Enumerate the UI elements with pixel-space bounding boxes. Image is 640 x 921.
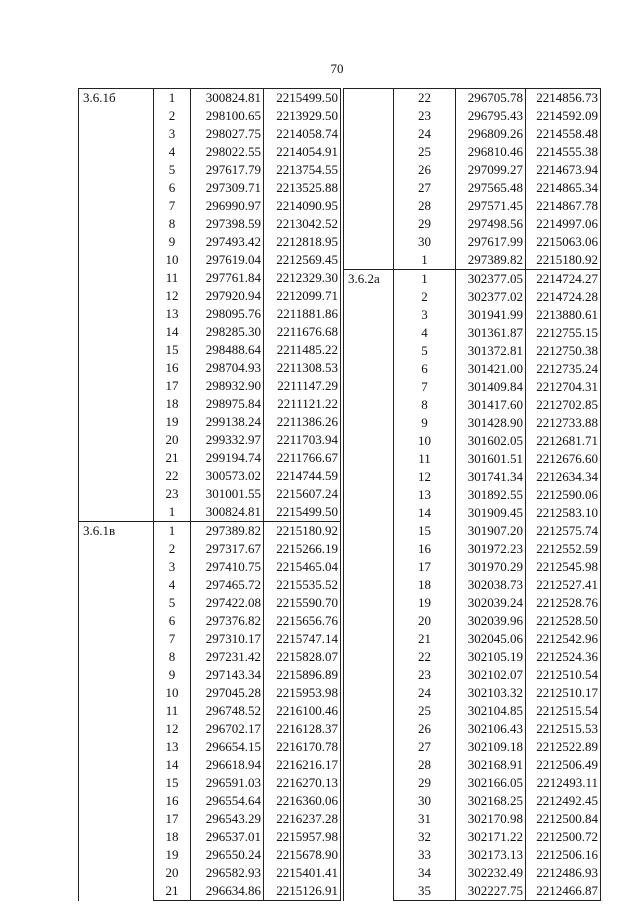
x-coordinate: 297099.27 — [456, 161, 526, 179]
y-coordinate: 2216360.06 — [264, 792, 341, 810]
y-coordinate: 2213880.61 — [526, 306, 601, 324]
x-coordinate: 301421.00 — [456, 360, 526, 378]
y-coordinate: 2215656.76 — [264, 612, 341, 630]
coordinates-table-left — [78, 88, 341, 901]
y-coordinate: 2215896.89 — [264, 666, 341, 684]
y-coordinate: 2212735.24 — [526, 360, 601, 378]
point-number: 11 — [154, 702, 191, 720]
y-coordinate: 2214997.06 — [526, 215, 601, 233]
x-coordinate: 296795.43 — [456, 107, 526, 125]
y-coordinate: 2214856.73 — [526, 89, 601, 108]
y-coordinate: 2215957.98 — [264, 828, 341, 846]
x-coordinate: 297617.79 — [191, 161, 264, 179]
point-number: 2 — [154, 107, 191, 125]
y-coordinate: 2212634.34 — [526, 468, 601, 486]
y-coordinate: 2216128.37 — [264, 720, 341, 738]
point-number: 8 — [154, 648, 191, 666]
y-coordinate: 2214090.95 — [264, 197, 341, 215]
x-coordinate: 296634.86 — [191, 882, 264, 901]
x-coordinate: 302377.05 — [456, 270, 526, 289]
point-number: 1 — [394, 251, 456, 270]
point-number: 15 — [154, 774, 191, 792]
point-number: 13 — [394, 486, 456, 504]
x-coordinate: 297498.56 — [456, 215, 526, 233]
point-number: 9 — [394, 414, 456, 432]
x-coordinate: 301001.55 — [191, 485, 264, 503]
point-number: 17 — [154, 377, 191, 395]
point-number: 28 — [394, 756, 456, 774]
point-number: 25 — [394, 702, 456, 720]
point-number: 21 — [394, 630, 456, 648]
y-coordinate: 2211386.26 — [264, 413, 341, 431]
y-coordinate: 2212527.41 — [526, 576, 601, 594]
point-number: 30 — [394, 792, 456, 810]
x-coordinate: 297317.67 — [191, 540, 264, 558]
x-coordinate: 298704.93 — [191, 359, 264, 377]
point-number: 34 — [394, 864, 456, 882]
x-coordinate: 297761.84 — [191, 269, 264, 287]
section-label: 3.6.1б — [79, 89, 154, 522]
y-coordinate: 2216270.13 — [264, 774, 341, 792]
x-coordinate: 302227.75 — [456, 882, 526, 901]
y-coordinate: 2212500.84 — [526, 810, 601, 828]
x-coordinate: 301892.55 — [456, 486, 526, 504]
x-coordinate: 302106.43 — [456, 720, 526, 738]
point-number: 31 — [394, 810, 456, 828]
point-number: 18 — [394, 576, 456, 594]
y-coordinate: 2215180.92 — [264, 522, 341, 541]
y-coordinate: 2214058.74 — [264, 125, 341, 143]
x-coordinate: 296582.93 — [191, 864, 264, 882]
x-coordinate: 299138.24 — [191, 413, 264, 431]
x-coordinate: 302168.25 — [456, 792, 526, 810]
point-number: 6 — [154, 612, 191, 630]
point-number: 1 — [154, 89, 191, 108]
x-coordinate: 302232.49 — [456, 864, 526, 882]
x-coordinate: 301601.51 — [456, 450, 526, 468]
x-coordinate: 297389.82 — [191, 522, 264, 541]
point-number: 2 — [154, 540, 191, 558]
y-coordinate: 2215499.50 — [264, 503, 341, 522]
y-coordinate: 2211676.68 — [264, 323, 341, 341]
section-label — [344, 89, 394, 270]
x-coordinate: 297920.94 — [191, 287, 264, 305]
point-number: 7 — [154, 197, 191, 215]
point-number: 2 — [394, 288, 456, 306]
y-coordinate: 2212818.95 — [264, 233, 341, 251]
x-coordinate: 299194.74 — [191, 449, 264, 467]
x-coordinate: 298488.64 — [191, 341, 264, 359]
y-coordinate: 2212681.71 — [526, 432, 601, 450]
x-coordinate: 298095.76 — [191, 305, 264, 323]
x-coordinate: 296537.01 — [191, 828, 264, 846]
y-coordinate: 2212755.15 — [526, 324, 601, 342]
point-number: 30 — [394, 233, 456, 251]
point-number: 10 — [154, 251, 191, 269]
y-coordinate: 2211308.53 — [264, 359, 341, 377]
point-number: 5 — [154, 594, 191, 612]
x-coordinate: 302171.22 — [456, 828, 526, 846]
x-coordinate: 297571.45 — [456, 197, 526, 215]
y-coordinate: 2215063.06 — [526, 233, 601, 251]
point-number: 23 — [394, 666, 456, 684]
x-coordinate: 300573.02 — [191, 467, 264, 485]
x-coordinate: 296618.94 — [191, 756, 264, 774]
y-coordinate: 2213754.55 — [264, 161, 341, 179]
point-number: 29 — [394, 215, 456, 233]
x-coordinate: 297410.75 — [191, 558, 264, 576]
point-number: 9 — [154, 233, 191, 251]
x-coordinate: 296550.24 — [191, 846, 264, 864]
table-row — [344, 270, 601, 289]
x-coordinate: 301972.23 — [456, 540, 526, 558]
y-coordinate: 2212704.31 — [526, 378, 601, 396]
y-coordinate: 2214555.38 — [526, 143, 601, 161]
section-label: 3.6.1в — [79, 522, 154, 901]
x-coordinate: 302102.07 — [456, 666, 526, 684]
y-coordinate: 2214054.91 — [264, 143, 341, 161]
x-coordinate: 297398.59 — [191, 215, 264, 233]
y-coordinate: 2212506.49 — [526, 756, 601, 774]
x-coordinate: 302168.91 — [456, 756, 526, 774]
y-coordinate: 2215953.98 — [264, 684, 341, 702]
x-coordinate: 300824.81 — [191, 503, 264, 522]
y-coordinate: 2212524.36 — [526, 648, 601, 666]
point-number: 10 — [154, 684, 191, 702]
y-coordinate: 2213525.88 — [264, 179, 341, 197]
x-coordinate: 297565.48 — [456, 179, 526, 197]
x-coordinate: 297617.99 — [456, 233, 526, 251]
y-coordinate: 2212466.87 — [526, 882, 601, 901]
point-number: 8 — [394, 396, 456, 414]
point-number: 12 — [394, 468, 456, 486]
x-coordinate: 302103.32 — [456, 684, 526, 702]
x-coordinate: 302173.13 — [456, 846, 526, 864]
y-coordinate: 2211121.22 — [264, 395, 341, 413]
x-coordinate: 301909.45 — [456, 504, 526, 522]
y-coordinate: 2212575.74 — [526, 522, 601, 540]
point-number: 9 — [154, 666, 191, 684]
point-number: 3 — [154, 125, 191, 143]
x-coordinate: 296990.97 — [191, 197, 264, 215]
point-number: 3 — [154, 558, 191, 576]
x-coordinate: 297465.72 — [191, 576, 264, 594]
point-number: 11 — [394, 450, 456, 468]
point-number: 6 — [394, 360, 456, 378]
point-number: 1 — [154, 522, 191, 541]
y-coordinate: 2212492.45 — [526, 792, 601, 810]
point-number: 13 — [154, 305, 191, 323]
x-coordinate: 301602.05 — [456, 432, 526, 450]
table-row — [79, 522, 341, 541]
point-number: 1 — [394, 270, 456, 289]
x-coordinate: 302166.05 — [456, 774, 526, 792]
point-number: 16 — [154, 359, 191, 377]
y-coordinate: 2214558.48 — [526, 125, 601, 143]
point-number: 35 — [394, 882, 456, 901]
x-coordinate: 300824.81 — [191, 89, 264, 108]
y-coordinate: 2212528.50 — [526, 612, 601, 630]
y-coordinate: 2212522.89 — [526, 738, 601, 756]
y-coordinate: 2212545.98 — [526, 558, 601, 576]
point-number: 19 — [154, 846, 191, 864]
y-coordinate: 2215266.19 — [264, 540, 341, 558]
y-coordinate: 2212583.10 — [526, 504, 601, 522]
x-coordinate: 297231.42 — [191, 648, 264, 666]
y-coordinate: 2212329.30 — [264, 269, 341, 287]
x-coordinate: 296554.64 — [191, 792, 264, 810]
point-number: 16 — [154, 792, 191, 810]
x-coordinate: 297376.82 — [191, 612, 264, 630]
x-coordinate: 301907.20 — [456, 522, 526, 540]
point-number: 22 — [154, 467, 191, 485]
y-coordinate: 2216216.17 — [264, 756, 341, 774]
x-coordinate: 301409.84 — [456, 378, 526, 396]
table-row — [344, 89, 601, 108]
y-coordinate: 2215401.41 — [264, 864, 341, 882]
page-number: 70 — [330, 61, 344, 76]
y-coordinate: 2212506.16 — [526, 846, 601, 864]
x-coordinate: 297389.82 — [456, 251, 526, 270]
y-coordinate: 2212733.88 — [526, 414, 601, 432]
point-number: 33 — [394, 846, 456, 864]
y-coordinate: 2212510.17 — [526, 684, 601, 702]
y-coordinate: 2213929.50 — [264, 107, 341, 125]
x-coordinate: 296748.52 — [191, 702, 264, 720]
x-coordinate: 296543.29 — [191, 810, 264, 828]
point-number: 26 — [394, 720, 456, 738]
point-number: 23 — [394, 107, 456, 125]
y-coordinate: 2214744.59 — [264, 467, 341, 485]
x-coordinate: 302377.02 — [456, 288, 526, 306]
point-number: 24 — [394, 684, 456, 702]
x-coordinate: 298285.30 — [191, 323, 264, 341]
y-coordinate: 2211147.29 — [264, 377, 341, 395]
x-coordinate: 296654.15 — [191, 738, 264, 756]
x-coordinate: 297493.42 — [191, 233, 264, 251]
point-number: 8 — [154, 215, 191, 233]
y-coordinate: 2212099.71 — [264, 287, 341, 305]
y-coordinate: 2212702.85 — [526, 396, 601, 414]
y-coordinate: 2212528.76 — [526, 594, 601, 612]
point-number: 19 — [154, 413, 191, 431]
point-number: 17 — [154, 810, 191, 828]
y-coordinate: 2212510.54 — [526, 666, 601, 684]
x-coordinate: 296702.17 — [191, 720, 264, 738]
point-number: 28 — [394, 197, 456, 215]
point-number: 1 — [154, 503, 191, 522]
y-coordinate: 2214724.27 — [526, 270, 601, 289]
x-coordinate: 297143.34 — [191, 666, 264, 684]
y-coordinate: 2212515.54 — [526, 702, 601, 720]
point-number: 26 — [394, 161, 456, 179]
point-number: 27 — [394, 738, 456, 756]
point-number: 13 — [154, 738, 191, 756]
point-number: 15 — [394, 522, 456, 540]
y-coordinate: 2212676.60 — [526, 450, 601, 468]
x-coordinate: 302038.73 — [456, 576, 526, 594]
y-coordinate: 2215590.70 — [264, 594, 341, 612]
point-number: 10 — [394, 432, 456, 450]
x-coordinate: 302105.19 — [456, 648, 526, 666]
y-coordinate: 2211881.86 — [264, 305, 341, 323]
point-number: 14 — [154, 756, 191, 774]
point-number: 23 — [154, 485, 191, 503]
y-coordinate: 2212552.59 — [526, 540, 601, 558]
x-coordinate: 298022.55 — [191, 143, 264, 161]
point-number: 11 — [154, 269, 191, 287]
x-coordinate: 298975.84 — [191, 395, 264, 413]
y-coordinate: 2215607.24 — [264, 485, 341, 503]
x-coordinate: 299332.97 — [191, 431, 264, 449]
y-coordinate: 2212542.96 — [526, 630, 601, 648]
y-coordinate: 2216237.28 — [264, 810, 341, 828]
point-number: 32 — [394, 828, 456, 846]
point-number: 22 — [394, 89, 456, 108]
x-coordinate: 302039.24 — [456, 594, 526, 612]
y-coordinate: 2212500.72 — [526, 828, 601, 846]
x-coordinate: 298100.65 — [191, 107, 264, 125]
y-coordinate: 2215180.92 — [526, 251, 601, 270]
x-coordinate: 301372.81 — [456, 342, 526, 360]
x-coordinate: 298932.90 — [191, 377, 264, 395]
point-number: 25 — [394, 143, 456, 161]
x-coordinate: 301941.99 — [456, 306, 526, 324]
x-coordinate: 302104.85 — [456, 702, 526, 720]
x-coordinate: 302045.06 — [456, 630, 526, 648]
y-coordinate: 2214592.09 — [526, 107, 601, 125]
point-number: 12 — [154, 720, 191, 738]
y-coordinate: 2215828.07 — [264, 648, 341, 666]
point-number: 6 — [154, 179, 191, 197]
y-coordinate: 2214724.28 — [526, 288, 601, 306]
y-coordinate: 2212569.45 — [264, 251, 341, 269]
point-number: 14 — [154, 323, 191, 341]
table-row — [79, 89, 341, 108]
y-coordinate: 2213042.52 — [264, 215, 341, 233]
y-coordinate: 2214867.78 — [526, 197, 601, 215]
x-coordinate: 301428.90 — [456, 414, 526, 432]
point-number: 7 — [394, 378, 456, 396]
y-coordinate: 2212515.53 — [526, 720, 601, 738]
point-number: 18 — [154, 828, 191, 846]
coordinates-table-right — [343, 88, 601, 901]
y-coordinate: 2215678.90 — [264, 846, 341, 864]
point-number: 20 — [394, 612, 456, 630]
y-coordinate: 2212750.38 — [526, 342, 601, 360]
y-coordinate: 2216170.78 — [264, 738, 341, 756]
x-coordinate: 297309.71 — [191, 179, 264, 197]
point-number: 5 — [394, 342, 456, 360]
x-coordinate: 301741.34 — [456, 468, 526, 486]
point-number: 24 — [394, 125, 456, 143]
point-number: 5 — [154, 161, 191, 179]
x-coordinate: 296591.03 — [191, 774, 264, 792]
section-label: 3.6.2а — [344, 270, 394, 901]
point-number: 21 — [154, 449, 191, 467]
point-number: 14 — [394, 504, 456, 522]
point-number: 7 — [154, 630, 191, 648]
y-coordinate: 2214865.34 — [526, 179, 601, 197]
x-coordinate: 298027.75 — [191, 125, 264, 143]
point-number: 15 — [154, 341, 191, 359]
y-coordinate: 2215126.91 — [264, 882, 341, 901]
point-number: 4 — [154, 576, 191, 594]
point-number: 22 — [394, 648, 456, 666]
x-coordinate: 297045.28 — [191, 684, 264, 702]
point-number: 29 — [394, 774, 456, 792]
y-coordinate: 2214673.94 — [526, 161, 601, 179]
y-coordinate: 2212493.11 — [526, 774, 601, 792]
y-coordinate: 2211703.94 — [264, 431, 341, 449]
x-coordinate: 296809.26 — [456, 125, 526, 143]
x-coordinate: 297619.04 — [191, 251, 264, 269]
y-coordinate: 2215499.50 — [264, 89, 341, 108]
y-coordinate: 2215465.04 — [264, 558, 341, 576]
point-number: 12 — [154, 287, 191, 305]
point-number: 21 — [154, 882, 191, 901]
point-number: 16 — [394, 540, 456, 558]
x-coordinate: 297422.08 — [191, 594, 264, 612]
y-coordinate: 2215535.52 — [264, 576, 341, 594]
y-coordinate: 2212486.93 — [526, 864, 601, 882]
x-coordinate: 301417.60 — [456, 396, 526, 414]
point-number: 17 — [394, 558, 456, 576]
y-coordinate: 2215747.14 — [264, 630, 341, 648]
point-number: 4 — [394, 324, 456, 342]
x-coordinate: 302039.96 — [456, 612, 526, 630]
x-coordinate: 301361.87 — [456, 324, 526, 342]
point-number: 19 — [394, 594, 456, 612]
x-coordinate: 296810.46 — [456, 143, 526, 161]
x-coordinate: 302170.98 — [456, 810, 526, 828]
y-coordinate: 2216100.46 — [264, 702, 341, 720]
point-number: 27 — [394, 179, 456, 197]
x-coordinate: 296705.78 — [456, 89, 526, 108]
x-coordinate: 301970.29 — [456, 558, 526, 576]
point-number: 4 — [154, 143, 191, 161]
point-number: 3 — [394, 306, 456, 324]
x-coordinate: 297310.17 — [191, 630, 264, 648]
y-coordinate: 2211766.67 — [264, 449, 341, 467]
y-coordinate: 2211485.22 — [264, 341, 341, 359]
x-coordinate: 302109.18 — [456, 738, 526, 756]
point-number: 20 — [154, 864, 191, 882]
point-number: 20 — [154, 431, 191, 449]
y-coordinate: 2212590.06 — [526, 486, 601, 504]
point-number: 18 — [154, 395, 191, 413]
